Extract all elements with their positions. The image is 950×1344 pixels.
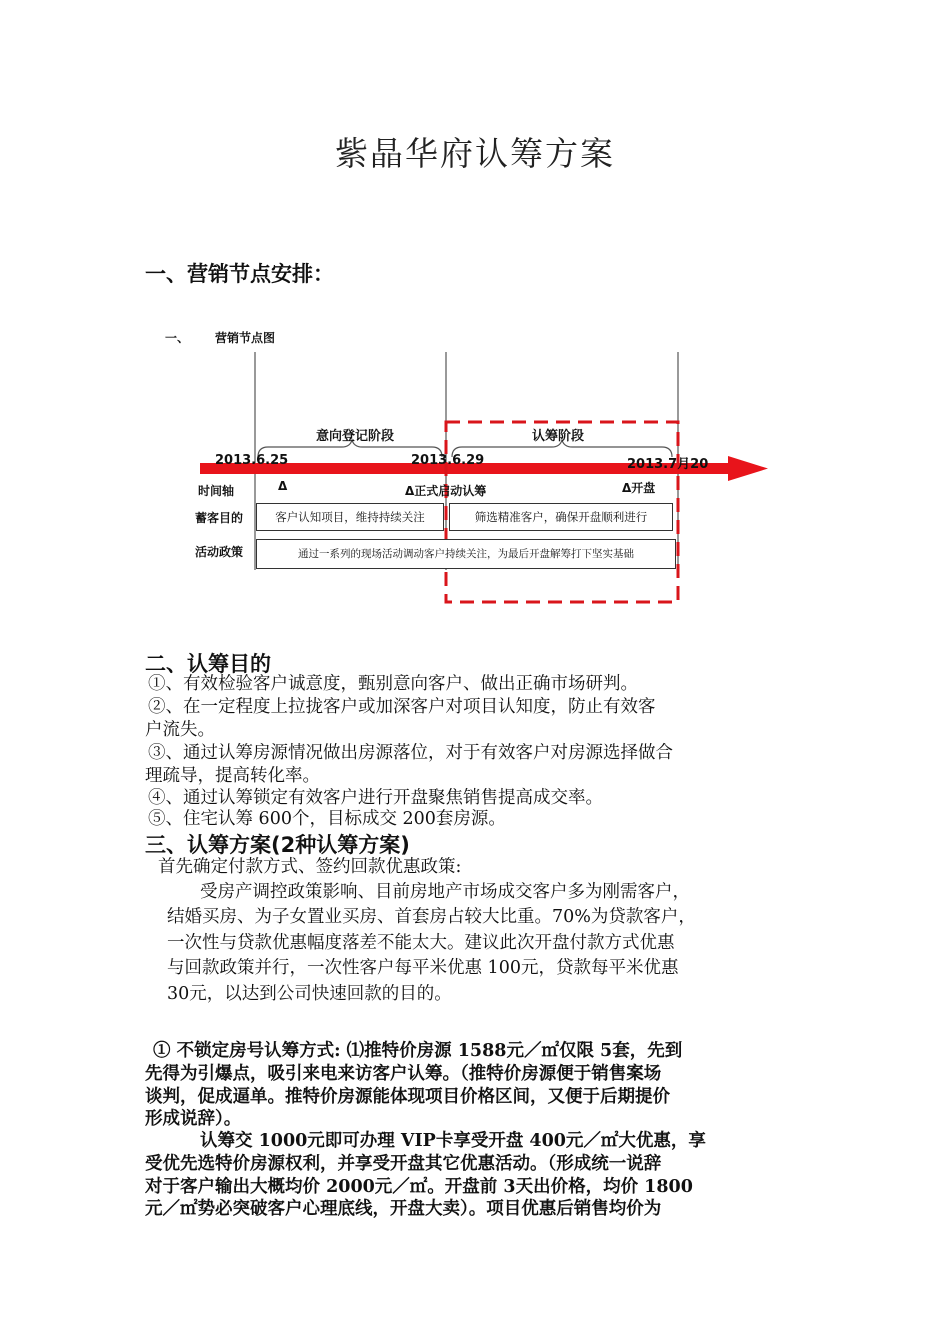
row-label-timeline: 时间轴 — [198, 484, 235, 498]
plan-bold-2: 先得为引爆点，吸引来电来访客户认筹。（推特价房源便于销售案场 — [145, 1064, 662, 1084]
purpose-5: ⑤、住宅认筹 600个，目标成交 200套房源。 — [148, 809, 506, 829]
plan-bold-7: 对于客户输出大概均价 2000元／㎡。开盘前 3天出价格，均价 1800 — [145, 1177, 693, 1197]
diagram-caption-number: 一、 — [165, 331, 190, 345]
timeline-arrow-head — [728, 456, 768, 481]
policy-text: 通过一系列的现场活动调动客户持续关注，为最后开盘解筹打下坚实基础 — [298, 548, 634, 560]
timeline-mark-opening: Δ开盘 — [622, 481, 656, 495]
diagram-caption: 营销节点图 — [215, 331, 276, 345]
plan-bold-1: ① 不锁定房号认筹方式: ⑴推特价房源 1588元／㎡仅限 5套，先到 — [153, 1041, 683, 1061]
timeline-mark-start: Δ — [278, 479, 288, 493]
marketing-node-diagram — [0, 0, 950, 640]
row-label-policy: 活动政策 — [195, 545, 244, 559]
plan-bold-3: 谈判，促成逼单。推特价房源能体现项目价格区间，又便于后期提价 — [145, 1087, 670, 1107]
section1-heading: 一、营销节点安排： — [145, 262, 334, 286]
purpose-3b: 理疏导，提高转化率。 — [145, 766, 320, 786]
purpose-3a: ③、通过认筹房源情况做出房源落位，对于有效客户对房源选择做合 — [148, 743, 673, 763]
plan-bold-4: 形成说辞）。 — [145, 1109, 242, 1129]
purpose-2a: ②、在一定程度上拉拢客户或加深客户对项目认知度，防止有效客 — [148, 697, 656, 717]
goal-text-1: 客户认知项目，维持持续关注 — [275, 510, 425, 524]
date-start: 2013.6.25 — [215, 453, 289, 468]
purpose-4: ④、通过认筹锁定有效客户进行开盘聚焦销售提高成交率。 — [148, 788, 603, 808]
plan-bold-8: 元／㎡势必突破客户心理底线，开盘大卖）。项目优惠后销售均价为 — [145, 1199, 662, 1219]
purpose-1: ①、有效检验客户诚意度，甄别意向客户、做出正确市场研判。 — [148, 674, 638, 694]
plan-bold-6: 受优先选特价房源权利，并享受开盘其它优惠活动。（形成统一说辞 — [145, 1154, 662, 1174]
plan-para-1: 受房产调控政策影响、目前房地产市场成交客户多为刚需客户， — [200, 882, 690, 902]
plan-bold-5: 认筹交 1000元即可办理 VIP卡享受开盘 400元／㎡大优惠，享 — [200, 1131, 706, 1151]
timeline-mark-subscription: Δ正式启动认筹 — [405, 484, 487, 498]
date-opening: 2013.7月20 — [627, 457, 709, 472]
plan-para-5: 30元，以达到公司快速回款的目的。 — [167, 984, 452, 1004]
phase1-label: 意向登记阶段 — [316, 429, 395, 444]
section3-heading: 三、认筹方案(2种认筹方案) — [145, 833, 410, 857]
goal-text-2: 筛选精准客户，确保开盘顺利进行 — [474, 510, 648, 524]
row-label-goal: 蓄客目的 — [195, 511, 244, 525]
phase2-label: 认筹阶段 — [532, 429, 585, 444]
goal-box-1 — [256, 503, 444, 531]
page-title: 紫晶华府认筹方案 — [335, 134, 615, 173]
policy-box — [256, 539, 676, 569]
section2-heading: 二、认筹目的 — [145, 652, 271, 676]
plan-para-4: 与回款政策并行，一次性客户每平米优惠 100元，贷款每平米优惠 — [167, 958, 679, 978]
plan-intro: 首先确定付款方式、签约回款优惠政策: — [158, 857, 462, 877]
plan-para-2: 结婚买房、为子女置业买房、首套房占较大比重。70%为贷款客户， — [167, 907, 696, 927]
date-subscription: 2013.6.29 — [411, 453, 485, 468]
purpose-2b: 户流失。 — [145, 720, 215, 740]
plan-para-3: 一次性与贷款优惠幅度落差不能太大。建议此次开盘付款方式优惠 — [167, 933, 675, 953]
goal-box-2 — [449, 503, 673, 531]
